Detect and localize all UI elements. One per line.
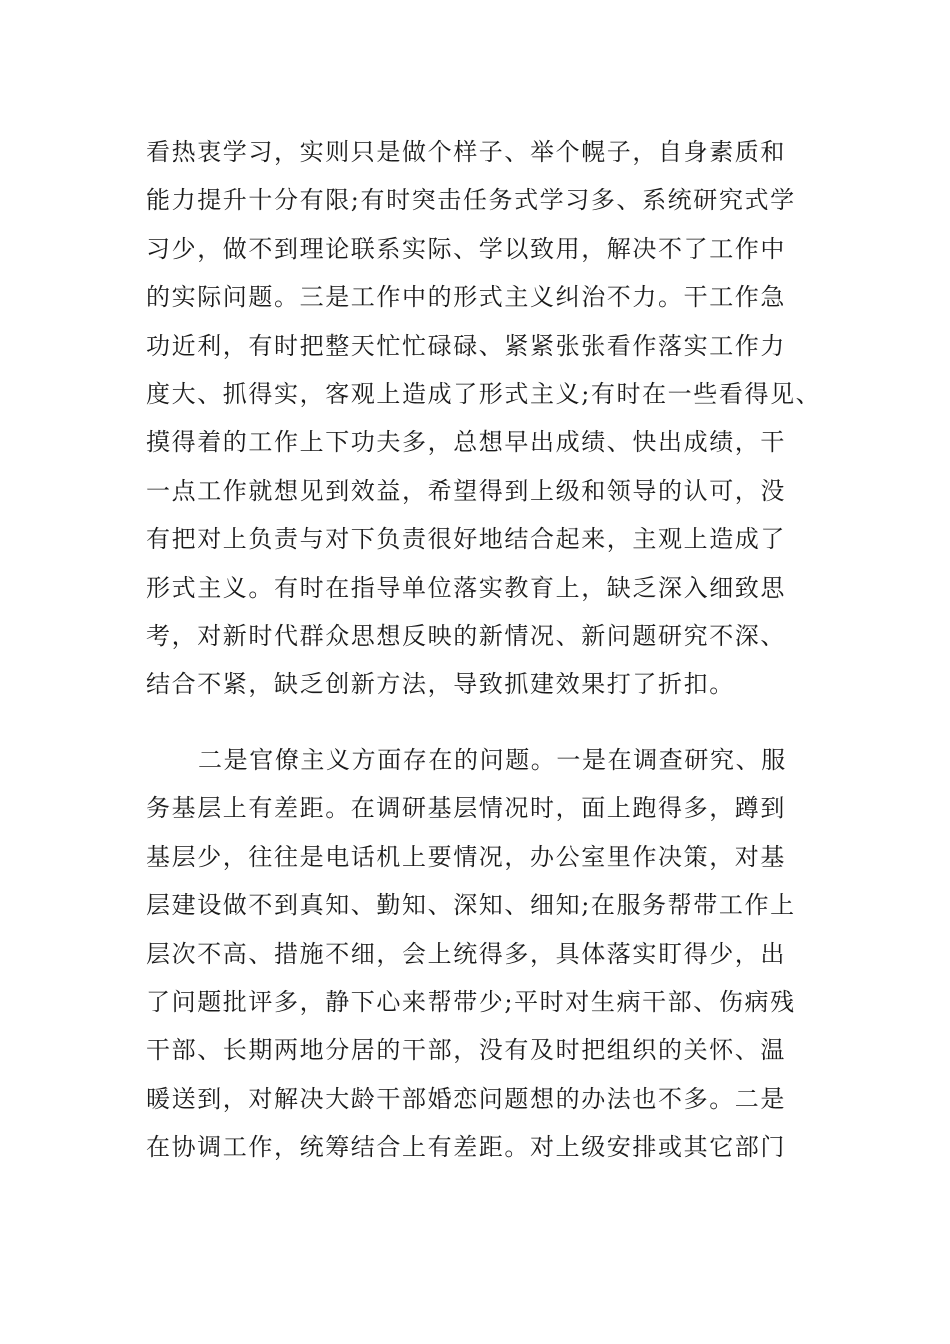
text-line: 有把对上负责与对下负责很好地结合起来，主观上造成了	[146, 525, 786, 554]
text-line: 形式主义。有时在指导单位落实教育上，缺乏深入细致思	[146, 573, 786, 602]
text-line: 习少，做不到理论联系实际、学以致用，解决不了工作中	[146, 234, 786, 263]
text-line: 暖送到，对解决大龄干部婚恋问题想的办法也不多。二是	[146, 1084, 786, 1113]
text-line: 干部、长期两地分居的干部，没有及时把组织的关怀、温	[146, 1036, 786, 1065]
text-line: 考，对新时代群众思想反映的新情况、新问题研究不深、	[146, 621, 786, 650]
text-line: 了问题批评多，静下心来帮带少;平时对生病干部、伤病残	[146, 987, 796, 1016]
text-line: 能力提升十分有限;有时突击任务式学习多、系统研究式学	[146, 186, 796, 215]
text-line: 层建设做不到真知、勤知、深知、细知;在服务帮带工作上	[146, 891, 796, 920]
text-line: 度大、抓得实，客观上造成了形式主义;有时在一些看得见、	[146, 379, 822, 408]
text-line: 在协调工作，统筹结合上有差距。对上级安排或其它部门	[146, 1133, 786, 1162]
paragraph-bureaucratism	[146, 736, 846, 1172]
text-line: 结合不紧，缺乏创新方法，导致抓建效果打了折扣。	[146, 670, 735, 699]
text-line-indented: 二是官僚主义方面存在的问题。一是在调查研究、服	[198, 746, 787, 774]
text-line: 层次不高、措施不细，会上统得多，具体落实盯得少，出	[146, 939, 786, 968]
paragraph-formalism	[146, 128, 846, 709]
text-line: 务基层上有差距。在调研基层情况时，面上跑得多，蹲到	[146, 794, 786, 823]
text-line: 摸得着的工作上下功夫多，总想早出成绩、快出成绩，干	[146, 428, 786, 457]
text-line: 基层少，往往是电话机上要情况，办公室里作决策，对基	[146, 842, 786, 871]
text-line: 看热衷学习，实则只是做个样子、举个幌子，自身素质和	[146, 138, 786, 166]
text-line: 的实际问题。三是工作中的形式主义纠治不力。干工作急	[146, 283, 786, 312]
text-line: 一点工作就想见到效益，希望得到上级和领导的认可，没	[146, 476, 786, 505]
text-line: 功近利，有时把整天忙忙碌碌、紧紧张张看作落实工作力	[146, 331, 786, 360]
